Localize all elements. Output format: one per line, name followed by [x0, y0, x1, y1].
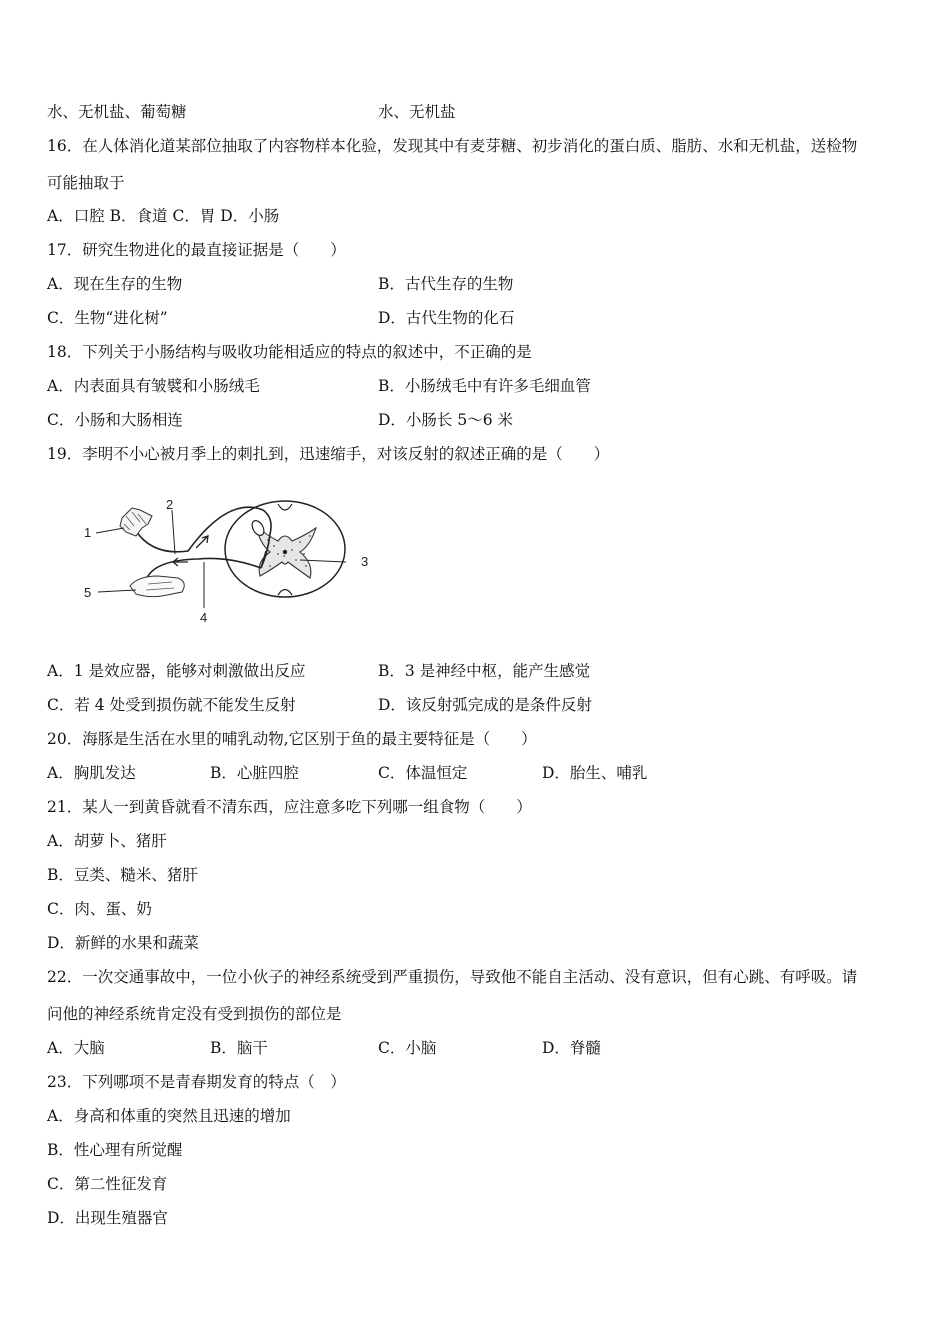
q21-option-a: A．胡萝卜、猪肝 — [47, 832, 167, 850]
reflex-arc-diagram — [78, 496, 378, 626]
q18-option-a: A．内表面具有皱襞和小肠绒毛 — [47, 377, 260, 395]
q19-option-b: B．3 是神经中枢，能产生感觉 — [378, 662, 591, 680]
spinal-cord-top-notch — [278, 504, 292, 510]
q18-stem: 18．下列关于小肠结构与吸收功能相适应的特点的叙述中，不正确的是 — [47, 343, 532, 361]
q20-option-b: B．心脏四腔 — [210, 764, 299, 782]
q18-option-c: C．小肠和大肠相连 — [47, 411, 183, 429]
label-5-leader — [98, 590, 136, 592]
q22-option-a: A．大脑 — [47, 1039, 105, 1057]
label-2: 2 — [166, 497, 174, 512]
thorn-skin — [120, 508, 152, 536]
q17-stem: 17．研究生物进化的最直接证据是（ ） — [47, 241, 346, 259]
q23-option-b: B．性心理有所觉醒 — [47, 1141, 183, 1159]
q20-stem: 20．海豚是生活在水里的哺乳动物,它区别于鱼的最主要特征是（ ） — [47, 730, 537, 748]
q16-option-d: D．小肠 — [220, 207, 280, 225]
q23-option-d: D．出现生殖器官 — [47, 1209, 168, 1227]
label-3: 3 — [361, 554, 369, 569]
q17-option-c: C．生物“进化树” — [47, 309, 168, 327]
q16-options — [47, 206, 279, 226]
q19-stem: 19．李明不小心被月季上的刺扎到，迅速缩手，对该反射的叙述正确的是（ ） — [47, 445, 610, 463]
q23-stem: 23．下列哪项不是青春期发育的特点（ ） — [47, 1073, 346, 1091]
q15-option-d: 水、无机盐 — [378, 103, 456, 121]
q17-option-d: D．古代生物的化石 — [378, 309, 515, 327]
q16-option-b: B．食道 — [109, 207, 168, 225]
q22-option-c: C．小脑 — [378, 1039, 437, 1057]
q23-option-a: A．身高和体重的突然且迅速的增加 — [47, 1107, 291, 1125]
q18-option-b: B．小肠绒毛中有许多毛细血管 — [378, 377, 591, 395]
q22-option-d: D．脊髓 — [542, 1039, 601, 1057]
label-2-leader — [172, 510, 175, 554]
q20-option-c: C．体温恒定 — [378, 764, 468, 782]
q16-option-c: C．胃 — [172, 207, 216, 225]
q16-stem-line1: 16．在人体消化道某部位抽取了内容物样本化验，发现其中有麦芽糖、初步消化的蛋白质、脂肪、水和无机盐，送检物 — [47, 137, 858, 155]
q20-option-d: D．胎生、哺乳 — [542, 764, 648, 782]
q22-option-b: B．脑干 — [210, 1039, 268, 1057]
label-5: 5 — [84, 585, 92, 600]
label-4: 4 — [200, 610, 208, 625]
q22-stem-line2: 问他的神经系统肯定没有受到损伤的部位是 — [47, 1005, 342, 1023]
q22-stem-line1: 22．一次交通事故中，一位小伙子的神经系统受到严重损伤，导致他不能自主活动、没有意识，但有心跳、有呼吸。请 — [47, 968, 858, 986]
q18-option-d: D．小肠长 5～6 米 — [378, 411, 514, 429]
label-1-leader — [96, 528, 124, 533]
q21-option-c: C．肉、蛋、奶 — [47, 900, 152, 918]
q15-option-c: 水、无机盐、葡萄糖 — [47, 103, 187, 121]
q21-option-d: D．新鲜的水果和蔬菜 — [47, 934, 199, 952]
q17-option-b: B．古代生存的生物 — [378, 275, 514, 293]
label-1: 1 — [84, 525, 92, 540]
q19-option-d: D．该反射弧完成的是条件反射 — [378, 696, 592, 714]
q16-stem-line2: 可能抽取于 — [47, 174, 125, 192]
spinal-cord-bottom-notch — [278, 590, 292, 596]
q19-option-c: C．若 4 处受到损伤就不能发生反射 — [47, 696, 296, 714]
q16-option-a: A．口腔 — [47, 207, 105, 225]
q21-option-b: B．豆类、糙米、猪肝 — [47, 866, 198, 884]
q19-option-a: A．1 是效应器，能够对刺激做出反应 — [47, 662, 306, 680]
q17-option-a: A．现在生存的生物 — [47, 275, 183, 293]
central-canal — [283, 550, 287, 554]
q20-option-a: A．胸肌发达 — [47, 764, 136, 782]
q23-option-c: C．第二性征发育 — [47, 1175, 168, 1193]
q21-stem: 21．某人一到黄昏就看不清东西，应注意多吃下列哪一组食物（ ） — [47, 798, 532, 816]
hand — [130, 576, 184, 597]
